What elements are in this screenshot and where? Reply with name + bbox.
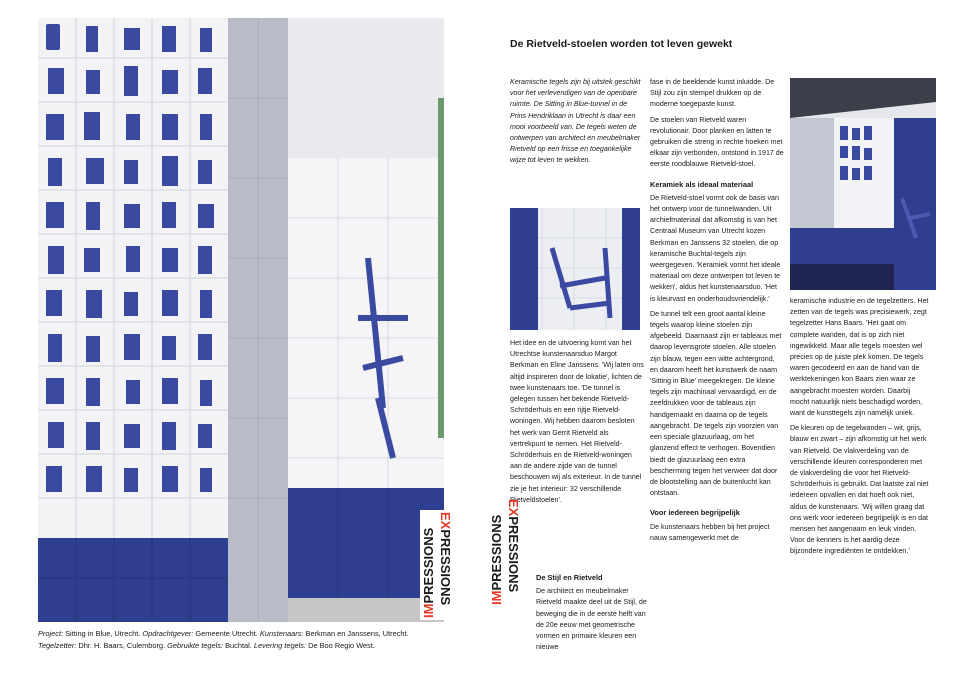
tunnel-photo-graphic xyxy=(38,18,444,622)
article-intro: Keramische tegels zijn bij uitstek geschikt voor het verlevendigen van de openbare ruimte. De Sitting in Blue-tunnel in de Prins Hendriklaan in Utrecht is daar een mooi voorbeeld van. De tegels weten de ontwerpen van architect en meubelmaker Rietveld op een frisse en toegankelijke wijze tot leven te wekken. xyxy=(510,78,641,165)
article-column-2: fase in de beeldende kunst inluidde. De Stijl zou zijn stempel drukken op de moderne toegepaste kunst. De stoelen van Rietveld waren revolutionair. Door planken en latten te gebruiken die streng in rechte hoeken met elkaar zijn verbonden, ontstond in 1917 de eerste roodblauwe Rietveld-stoel. Keramiek als ideaal materiaal De Rietveld-stoel vormt ook de basis van het ontwerp voor de tunnelwanden. Uit archiefmateriaal dat afkomstig is van het Centraal Museum van Utrecht kozen Berkman en Janssens 32 stoelen, die op keramische Buchtal-tegels zijn weergegeven. 'Keramiek vormt het ideale materiaal om deze ontwerpen tot leven te wekken', aldus het kunstenaarsduo. 'Het is kleurvast en onderhoudsvriendelijk.' De tunnel telt een groot aantal kleine tegels waarop kleine stoelen zijn afgebeeld. Daarnaast zijn er tableaus met daarop levensgrote stoelen. Alle stoelen zijn blauw, tegen een witte achtergrond, en daarom heeft het kunstwerk de naam 'Sitting in Blue' meegekregen. De kleine tegels zijn machinaal vervaardigd, en de zeefdrukken voor de tableaus zijn handgemaakt en daarna op de tegels aangebracht. De tegels zijn voorzien van een speciale glazuurlaag, om het glanzend effect te verhogen. Bovendien biedt de glazuurlaag een extra bescherming tegen het verweer dat door de blootstelling aan de buitenlucht kan ontstaan. Voor iedereen begrijpelijk De kunstenaars hebben bij het project nauw samengewerkt met de xyxy=(650,78,784,542)
article-column-1b: Het idee en de uitvoering komt van het Utrechtse kunstenaarsduo Margot Berkman en Eline Janssens. 'Wij laten ons altijd inspireren door de lokatie', lichten de twee kunstenaars toe. 'De tunnel is gelegen tussen het bekende Rietveld-Schröderhuis en een rijtje Rietveld-woningen. Wij hebben daarom besloten het werk van Gerrit Rietveld als vertrekpunt te nemen. Het Rietveld-Schröderhuis en de Rietveld-woningen aan de andere zijde van de tunnel beschouwen wij als exterieur. In de tunnel zie je het interieur: 32 verschillende Rietveldstoelen'. xyxy=(510,339,644,504)
article-title: De Rietveld-stoelen worden tot leven gewekt xyxy=(510,38,733,50)
chair-photo-small xyxy=(510,208,640,330)
tunnel-photo-main xyxy=(38,18,444,622)
tunnel-photo-right xyxy=(790,78,936,290)
impressions-logo-side xyxy=(488,497,522,607)
impressions-logo-main xyxy=(420,510,454,620)
chair-photo-graphic xyxy=(510,208,640,330)
subhead-stijl: De Stijl en Rietveld xyxy=(536,573,603,582)
tunnel-photo-right-graphic xyxy=(790,78,936,290)
subhead-begrijpelijk: Voor iedereen begrijpelijk xyxy=(650,508,740,518)
subhead-keramiek: Keramiek als ideaal materiaal xyxy=(650,179,754,189)
logo-expressions-side: EXPRESSIONS xyxy=(506,499,521,593)
article-column-3: keramische industrie en de tegelzetters. Het zetten van de tegels was precisiewerk, zegt tegelzetter Hans Baars. 'Het gaat om complete wanden, dat is op zich niet ingewikkeld. Maar alle tegels moesten wel precies op de juiste plek komen. De tegels waren gecodeerd en aan de hand van de werktekeningen kon Baars zien waar ze aangebracht moesten worden. Daarbij mocht natuurlijk niets beschadigd worden, want de kunsttegels zijn namelijk uniek. De kleuren op de tegelwanden – wit, grijs, blauw en zwart – zijn afkomstig uit het werk van Rietveld. De vlakverdeling van de verschillende kleuren corresponderen met de vlakverdeling die voor het Rietveld-Schröderhuis is gebruikt. Dat laatste zal niet iedereen opvallen en dat hoeft ook niet, aldus de kunstenaars. 'Wij willen graag dat ons werk voor iedereen begrijpelijk is en dat mensen het aangenaam en leuk vinden. Voor de kenners is het aardig deze bijzondere ingrediënten te ontdekken.' xyxy=(790,297,929,556)
photo-caption: Project: Sitting in Blue, Utrecht. Opdrachtgever: Gemeente Utrecht. Kunstenaars: Berkman en Janssens, Utrecht. Tegelzetter: Dhr. H. Baars, Culemborg. Gebruikte tegels: Buchtal. Levering tegels: De Boo Regio West. xyxy=(38,629,409,650)
article-column-1c: De Stijl en Rietveld De architect en meubelmaker Rietveld maakte deel uit de Stijl, de beweging die in de eerste helft van de 20e eeuw met geometrische vormen en primaire kleuren een nieuwe xyxy=(536,573,647,652)
logo-impressions: IMPRESSIONS xyxy=(421,527,436,618)
article-column-1 xyxy=(510,77,644,171)
logo-expressions: EXPRESSIONS xyxy=(438,512,453,606)
logo-impressions-side: IMPRESSIONS xyxy=(489,514,504,605)
